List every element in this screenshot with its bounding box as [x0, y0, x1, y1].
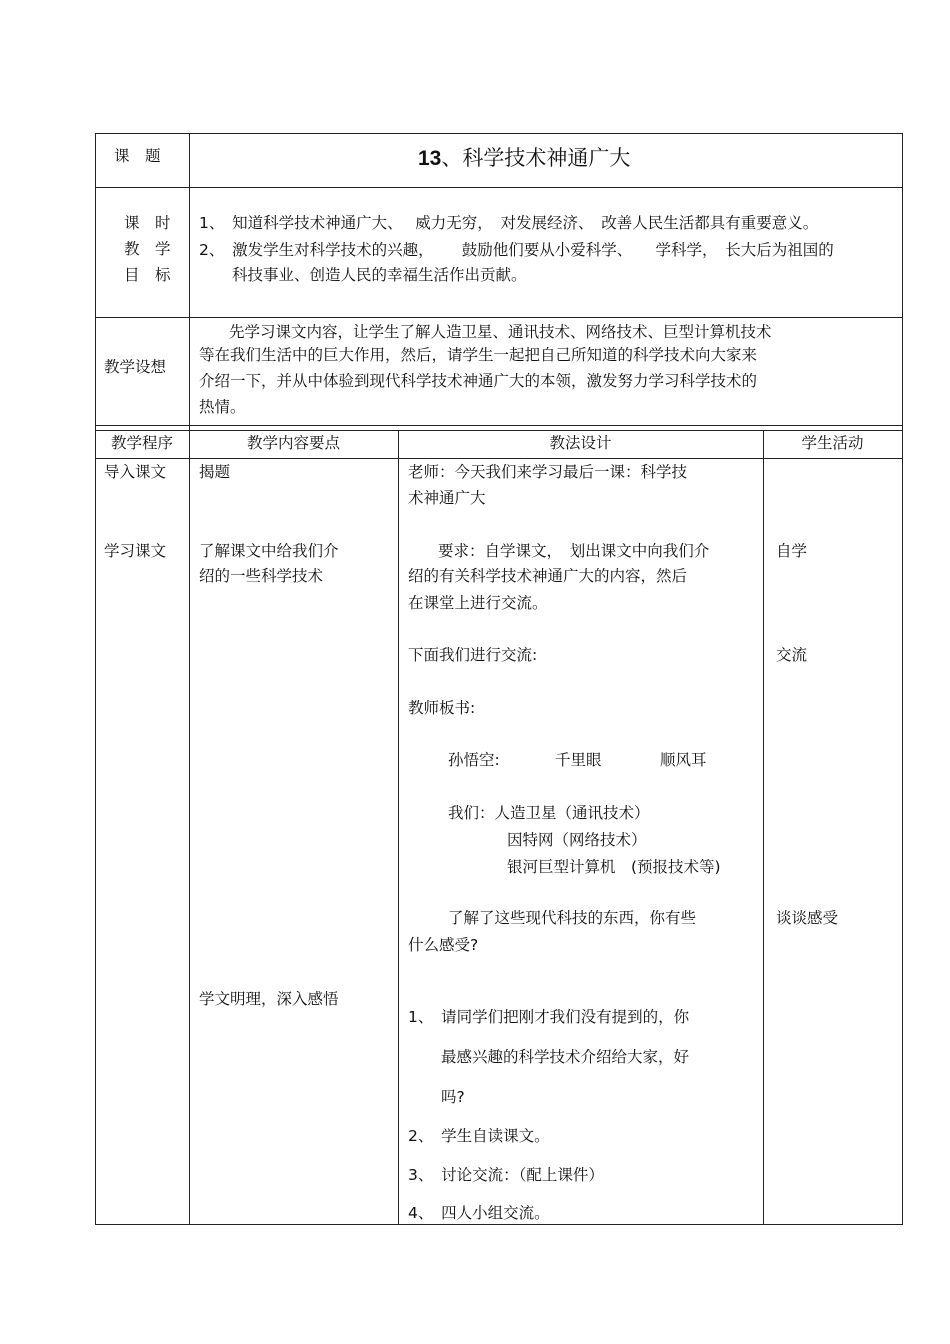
table-border-right — [902, 133, 903, 1225]
method-line: 教师板书: — [408, 699, 476, 717]
content-point: 揭题 — [199, 463, 231, 481]
column-header: 教学内容要点 — [246, 434, 340, 452]
method-line: 最感兴趣的科学技术介绍给大家，好 — [441, 1048, 690, 1066]
title-text: 、科学技术神通广大 — [441, 146, 631, 170]
method-line: 老师：今天我们来学习最后一课：科学技 — [408, 463, 688, 481]
goals-label-line: 目 标 — [124, 266, 171, 284]
student-activity: 交流 — [776, 646, 808, 664]
student-activity: 谈谈感受 — [776, 909, 839, 927]
goals-label-line: 教 学 — [124, 240, 171, 258]
method-line: 1、 请同学们把刚才我们没有提到的，你 — [408, 1008, 690, 1026]
idea-label: 教学设想 — [104, 358, 167, 376]
idea-line: 先学习课文内容，让学生了解人造卫星、通讯技术、网络技术、巨型计算机技术 — [229, 323, 772, 341]
table-border-left — [95, 133, 96, 1225]
topic-label: 课 题 — [114, 147, 161, 165]
board-item: 因特网（网络技术） — [507, 831, 647, 849]
column-header: 教法设计 — [549, 434, 612, 452]
goals-label-line: 课 时 — [124, 214, 171, 232]
method-line: 要求：自学课文， 划出课文中向我们介 — [438, 542, 710, 560]
method-line: 绍的有关科学技术神通广大的内容，然后 — [408, 567, 688, 585]
table-border-bottom — [95, 1224, 903, 1225]
content-point: 学文明理，深入感悟 — [199, 990, 339, 1008]
title-number: 13 — [418, 147, 442, 170]
row-divider — [95, 458, 903, 459]
row-divider — [95, 430, 903, 431]
content-point: 绍的一些科学技术 — [199, 567, 324, 585]
goal-item: 2、 激发学生对科学技术的兴趣， 鼓励他们要从小爱科学、 学科学， 长大后为祖国的 — [199, 241, 834, 259]
row-divider — [95, 317, 903, 318]
board-item: 孙悟空: — [448, 751, 500, 769]
goal-item: 1、 知道科学技术神通广大、 威力无穷， 对发展经济、 改善人民生活都具有重要意义。 — [199, 214, 819, 232]
row-divider — [95, 187, 903, 188]
board-item: 顺风耳 — [660, 751, 707, 769]
goal-item-continued: 科技事业、创造人民的幸福生活作出贡献。 — [232, 266, 527, 284]
row-divider — [95, 425, 903, 426]
column-header: 学生活动 — [801, 434, 864, 452]
board-item: 银河巨型计算机 (预报技术等) — [507, 858, 721, 876]
method-line: 吗? — [441, 1088, 465, 1106]
board-item: 千里眼 — [555, 751, 602, 769]
idea-line: 等在我们生活中的巨大作用，然后，请学生一起把自己所知道的科学技术向大家来 — [199, 346, 758, 364]
page-title — [418, 148, 630, 169]
column-divider — [763, 430, 764, 1225]
column-divider — [189, 430, 190, 1225]
procedure-step: 学习课文 — [104, 542, 167, 560]
method-line: 术神通广大 — [408, 489, 486, 507]
method-line: 3、 讨论交流：（配上课件） — [408, 1166, 604, 1184]
method-line: 2、 学生自读课文。 — [408, 1127, 550, 1145]
table-border-top — [95, 133, 903, 134]
student-activity: 自学 — [776, 542, 808, 560]
method-line: 了解了这些现代科技的东西，你有些 — [448, 909, 697, 927]
method-line: 什么感受? — [408, 936, 479, 954]
idea-line: 介绍一下，并从中体验到现代科学技术神通广大的本领，激发努力学习科学技术的 — [199, 372, 758, 390]
column-header: 教学程序 — [110, 434, 173, 452]
method-line: 在课堂上进行交流。 — [408, 594, 548, 612]
content-point: 了解课文中给我们介 — [199, 542, 339, 560]
idea-line: 热情。 — [199, 398, 246, 416]
method-line: 下面我们进行交流: — [408, 646, 538, 664]
board-item: 我们：人造卫星（通讯技术） — [448, 804, 650, 822]
column-divider — [398, 430, 399, 1225]
column-divider — [189, 133, 190, 431]
method-line: 4、 四人小组交流。 — [408, 1204, 550, 1222]
procedure-step: 导入课文 — [104, 463, 167, 481]
